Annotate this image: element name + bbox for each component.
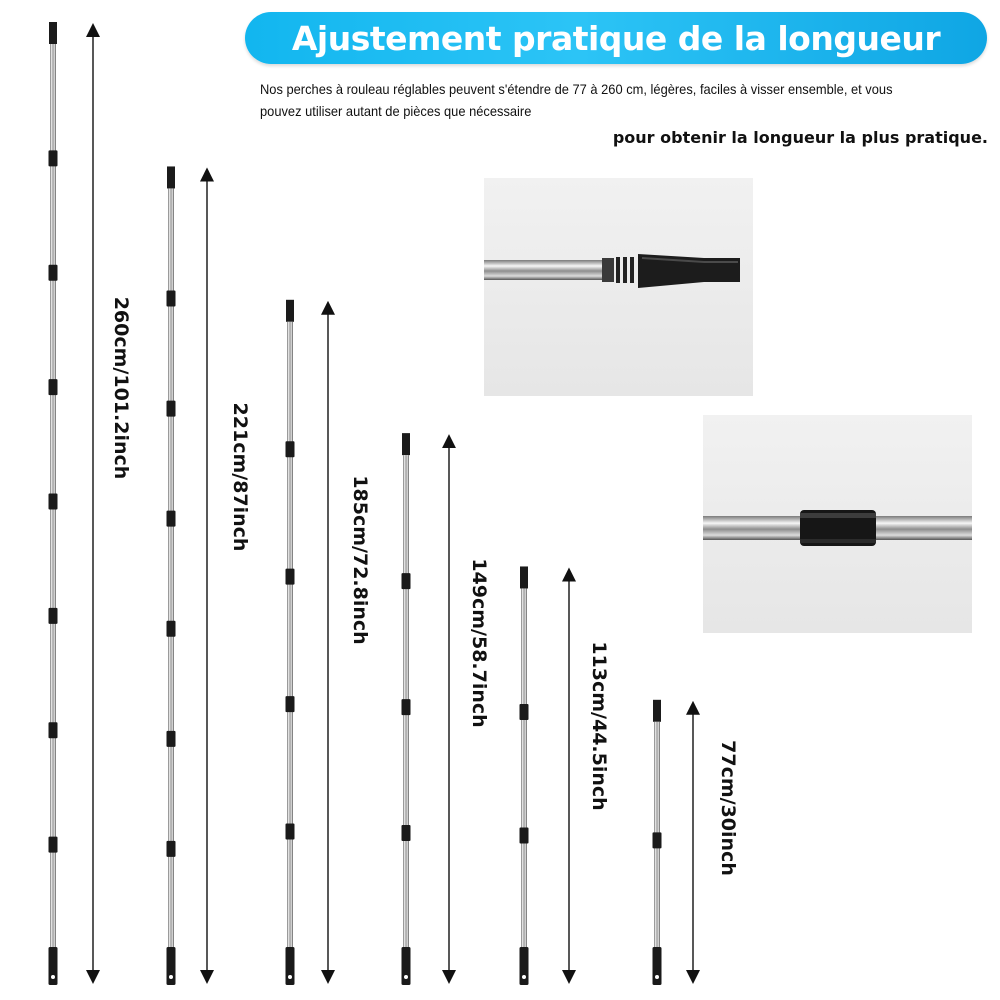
- hang-hole-icon: [288, 975, 292, 979]
- product-description: Nos perches à rouleau réglables peuvent s'étendre de 77 à 260 cm, légères, faciles à visser ensemble, et vous pouvez utiliser autant de pièces que nécessaire: [260, 81, 893, 119]
- pole-shaft: [287, 322, 293, 959]
- pole-joint: [286, 696, 295, 712]
- pole-joint: [653, 832, 662, 848]
- pole-handle: [167, 947, 176, 985]
- pole-joint: [49, 608, 58, 624]
- pole-tip-icon: [653, 700, 661, 722]
- pole-joint: [167, 291, 176, 307]
- length-label: 149cm/58.7inch: [468, 558, 490, 728]
- pole-handle: [49, 947, 58, 985]
- pole-tip-icon: [520, 566, 528, 588]
- pole-joint: [402, 699, 411, 715]
- length-label: 260cm/101.2inch: [110, 296, 132, 480]
- hang-hole-icon: [522, 975, 526, 979]
- pole-handle: [286, 947, 295, 985]
- pole-joint: [520, 827, 529, 843]
- length-label: 113cm/44.5inch: [588, 640, 610, 811]
- pole-1: [49, 22, 58, 985]
- pole-5: [520, 566, 529, 985]
- hang-hole-icon: [404, 975, 408, 979]
- pole-joint: [49, 722, 58, 738]
- hang-hole-icon: [169, 975, 173, 979]
- length-label: 77cm/30inch: [717, 740, 739, 877]
- pole-6: [653, 700, 662, 985]
- pole-shaft: [521, 588, 527, 959]
- pole-tip-icon: [402, 433, 410, 455]
- pole-tip-icon: [167, 166, 175, 188]
- pole-joint: [286, 569, 295, 585]
- pole-tip-icon: [286, 300, 294, 322]
- hang-hole-icon: [51, 975, 55, 979]
- pole-joint: [49, 494, 58, 510]
- connector-joint-closeup-photo: [703, 415, 972, 633]
- length-label: 221cm/87inch: [229, 403, 251, 552]
- pole-joint: [286, 824, 295, 840]
- product-description-end: pour obtenir la longueur la plus pratique.: [612, 128, 988, 147]
- pole-2: [167, 166, 176, 985]
- pole-joint: [167, 621, 176, 637]
- hang-hole-icon: [655, 975, 659, 979]
- pole-joint: [49, 265, 58, 281]
- pole-joint: [49, 150, 58, 166]
- pole-joint: [402, 825, 411, 841]
- pole-tip-icon: [49, 22, 57, 44]
- pole-joint: [167, 401, 176, 417]
- pole-joint: [167, 511, 176, 527]
- pole-joint: [520, 704, 529, 720]
- pole-joint: [402, 573, 411, 589]
- pole-3: [286, 300, 295, 985]
- pole-handle: [520, 947, 529, 985]
- pole-handle: [402, 947, 411, 985]
- page-title: Ajustement pratique de la longueur: [291, 18, 941, 58]
- pole-4: [402, 433, 411, 985]
- pole-joint: [49, 379, 58, 395]
- pole-handle: [653, 947, 662, 985]
- threaded-tip-closeup-photo: [484, 178, 753, 396]
- pole-joint: [49, 837, 58, 853]
- pole-joint: [167, 841, 176, 857]
- length-label: 185cm/72.8inch: [349, 475, 371, 645]
- pole-joint: [286, 441, 295, 457]
- pole-joint: [167, 731, 176, 747]
